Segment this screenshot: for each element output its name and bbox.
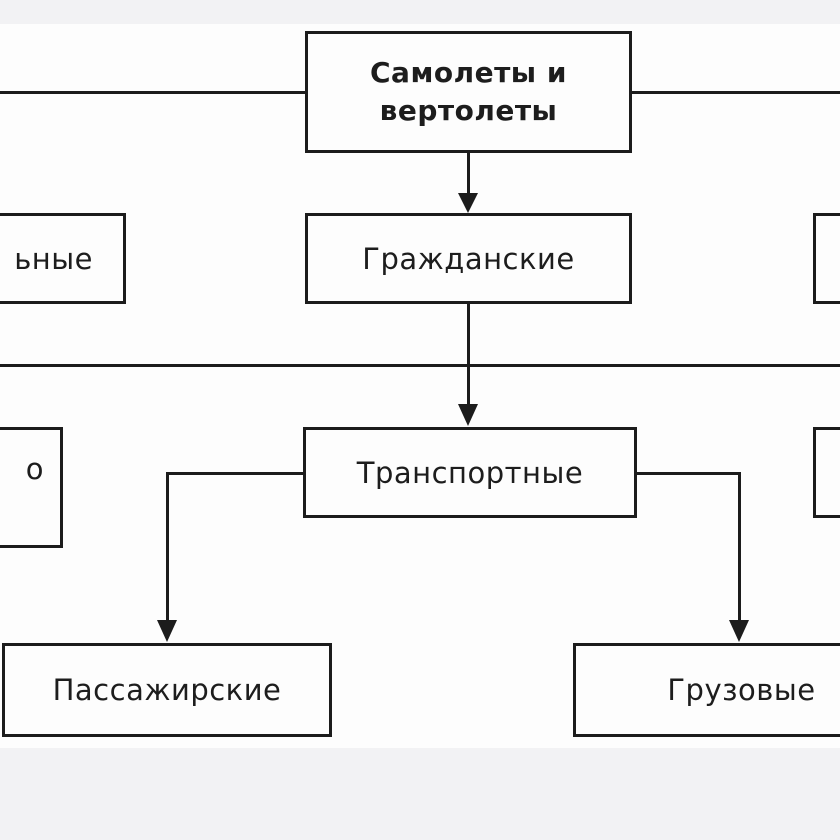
node-cargo-label: Грузовые [667,673,816,707]
node-partial-right-row3 [813,427,840,518]
node-root-label: Самолеты и вертолеты [370,56,567,127]
connector-transport-cargo-v [738,472,741,620]
node-partial-left-row2 [0,213,126,304]
letterbox-bottom [0,748,840,840]
arrowhead-civil-transport [458,404,478,426]
connector-row2-rule [0,364,840,367]
node-civil-label: Гражданские [362,241,575,276]
arrowhead-root-civil [458,193,478,213]
node-passenger-label: Пассажирские [52,673,282,707]
connector-civil-transport [467,304,470,406]
node-partial-left-row2-label: ьные [14,241,93,276]
arrowhead-transport-cargo [729,620,749,642]
connector-transport-passenger-h [166,472,303,475]
connector-transport-passenger-v [166,472,169,620]
arrowhead-transport-passenger [157,620,177,642]
node-transport [303,427,637,518]
node-cargo [573,643,840,737]
node-civil [305,213,632,304]
node-passenger [2,643,332,737]
node-partial-right-row2 [813,213,840,304]
letterbox-top [0,0,840,24]
connector-transport-cargo-h [637,472,741,475]
connector-row1-left [0,91,305,94]
node-partial-left-row3 [0,427,63,548]
node-transport-label: Транспортные [356,455,584,490]
connector-root-civil [467,153,470,195]
node-partial-left-row3-label: о [25,452,44,486]
connector-row1-right [632,91,840,94]
node-root [305,31,632,153]
